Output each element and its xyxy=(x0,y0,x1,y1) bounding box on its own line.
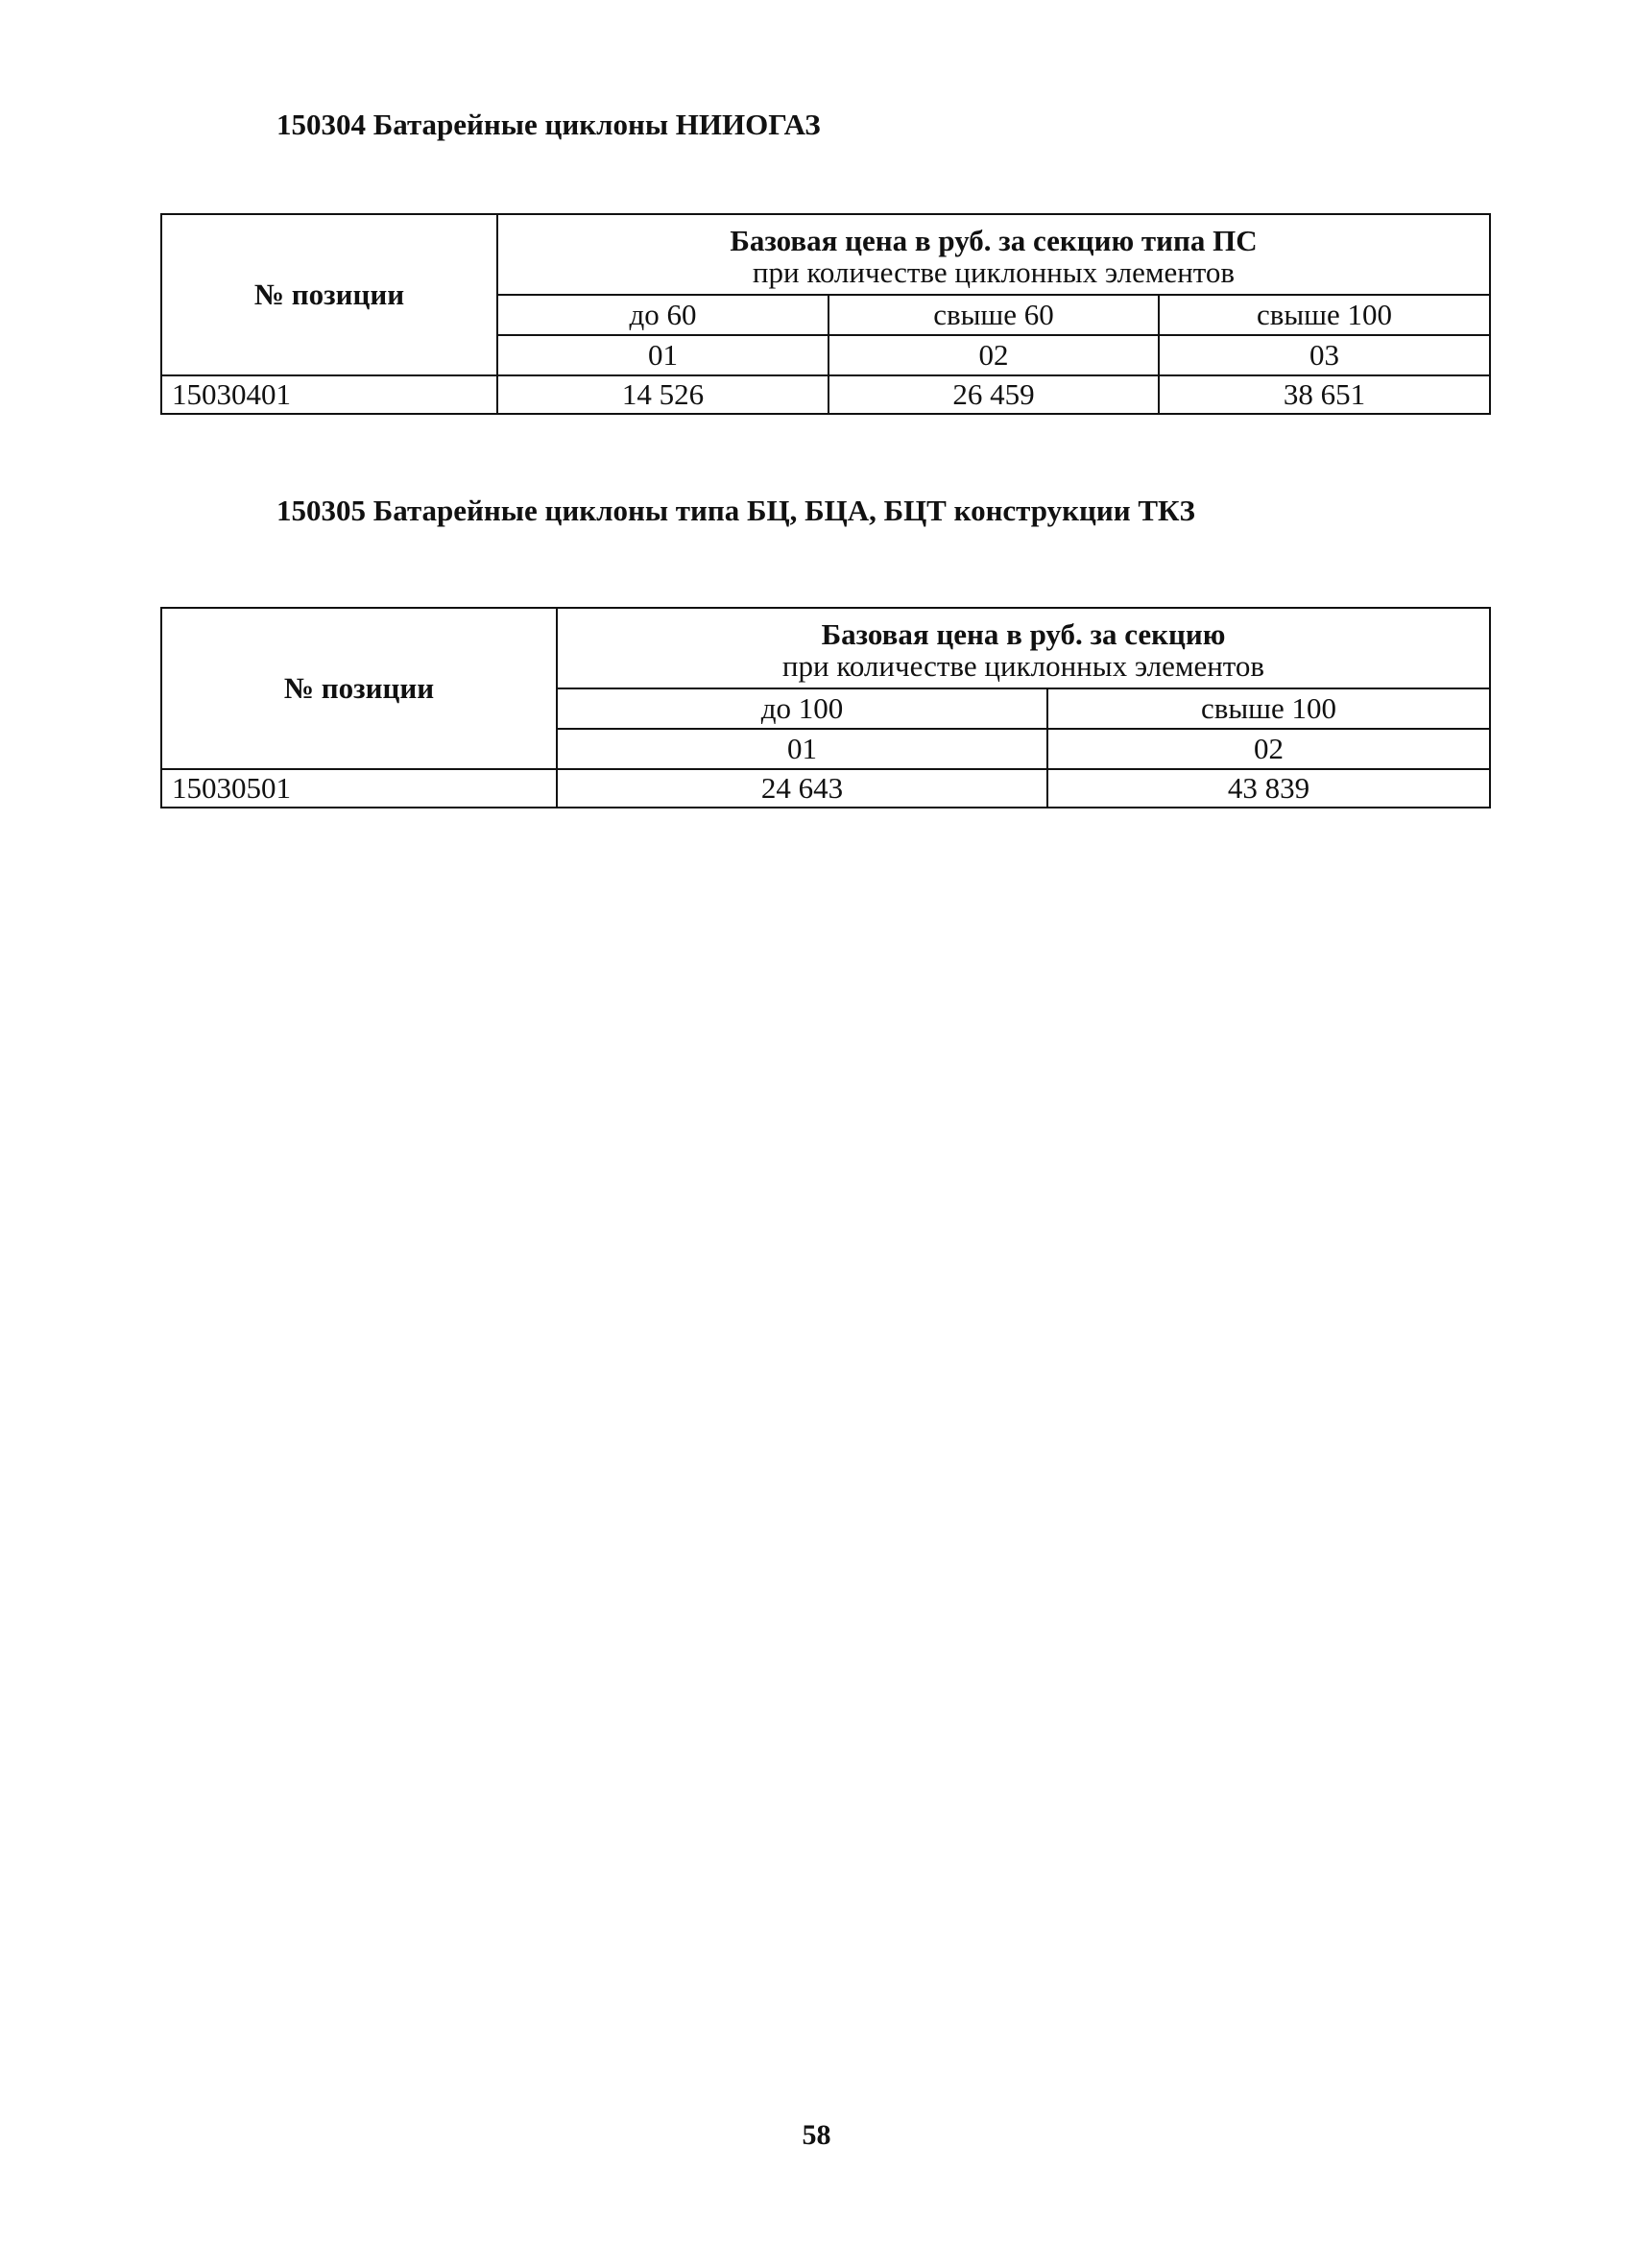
price-caption-header xyxy=(497,214,1490,295)
table-row xyxy=(161,375,1490,414)
price-caption-line1: Базовая цена в руб. за секцию xyxy=(821,617,1226,652)
price-caption-line2: при количестве циклонных элементов xyxy=(781,649,1265,683)
price-caption-line1: Базовая цена в руб. за секцию типа ПС xyxy=(730,224,1258,258)
range-header: до 60 xyxy=(497,295,829,335)
code-header: 02 xyxy=(1047,729,1490,769)
range-header: свыше 60 xyxy=(829,295,1159,335)
price-cell: 26 459 xyxy=(829,375,1159,414)
position-column-header: № позиции xyxy=(161,608,557,769)
price-cell: 24 643 xyxy=(557,769,1047,808)
position-cell: 15030501 xyxy=(161,769,557,808)
range-header: свыше 100 xyxy=(1047,688,1490,729)
position-cell: 15030401 xyxy=(161,375,497,414)
code-header: 03 xyxy=(1159,335,1490,375)
price-cell: 43 839 xyxy=(1047,769,1490,808)
price-cell: 38 651 xyxy=(1159,375,1490,414)
price-table-150304 xyxy=(160,213,1491,415)
position-column-header: № позиции xyxy=(161,214,497,375)
section-title-150305: 150305 Батарейные циклоны типа БЦ, БЦА, БЦТ конструкции ТКЗ xyxy=(276,494,1195,527)
page-number: 58 xyxy=(802,2119,831,2151)
code-header: 02 xyxy=(829,335,1159,375)
price-cell: 14 526 xyxy=(497,375,829,414)
range-header: до 100 xyxy=(557,688,1047,729)
range-header: свыше 100 xyxy=(1159,295,1490,335)
price-table-150305 xyxy=(160,607,1491,808)
price-caption-line2: при количестве циклонных элементов xyxy=(752,255,1236,289)
code-header: 01 xyxy=(497,335,829,375)
table-row xyxy=(161,769,1490,808)
section-title-150304: 150304 Батарейные циклоны НИИОГАЗ xyxy=(276,108,821,141)
price-caption-header xyxy=(557,608,1490,688)
code-header: 01 xyxy=(557,729,1047,769)
